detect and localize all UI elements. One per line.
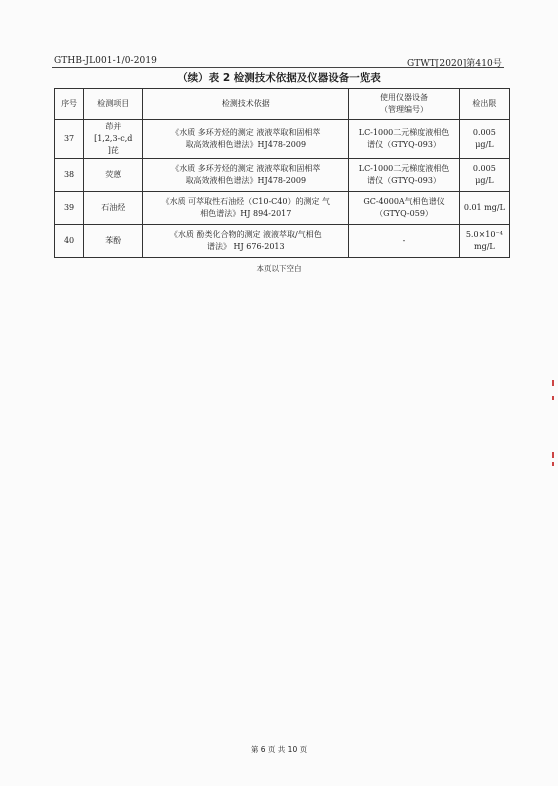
row-instrument: - — [349, 225, 459, 258]
header-rule — [52, 67, 504, 68]
header-left-code: GTHB-JL001-1/0-2019 — [54, 56, 157, 66]
binding-mark — [552, 462, 554, 466]
row-basis: 《水质 可萃取性石油烃（C10-C40）的测定 气 相色谱法》HJ 894-2017 — [143, 192, 349, 225]
page-number: 第 6 页 共 10 页 — [250, 745, 308, 754]
col-header-limit: 检出限 — [459, 89, 509, 120]
col-header-basis: 检测技术依据 — [143, 89, 349, 120]
row-limit: 0.005 μg/L — [459, 120, 509, 159]
binding-mark — [552, 452, 554, 458]
row-no: 38 — [55, 159, 84, 192]
row-limit: 5.0×10⁻⁴ mg/L — [459, 225, 509, 258]
row-basis: 《水质 酚类化合物的测定 液液萃取/气相色 谱法》 HJ 676-2013 — [143, 225, 349, 258]
row-item: 荧蒽 — [84, 159, 143, 192]
row-basis: 《水质 多环芳烃的测定 液液萃取和固相萃 取高效液相色谱法》HJ478-2009 — [143, 159, 349, 192]
row-instrument: GC-4000A气相色谱仪 （GTYQ-059） — [349, 192, 459, 225]
table-header-row — [55, 89, 510, 120]
row-instrument: LC-1000二元梯度液相色 谱仪（GTYQ-093） — [349, 120, 459, 159]
row-item: 茚并 [1,2,3-c,d ]芘 — [84, 120, 143, 159]
row-item: 石油烃 — [84, 192, 143, 225]
row-limit: 0.005 μg/L — [459, 159, 509, 192]
row-no: 39 — [55, 192, 84, 225]
row-no: 37 — [55, 120, 84, 159]
row-item: 苯酚 — [84, 225, 143, 258]
detection-basis-table — [54, 88, 510, 258]
table-row — [55, 120, 510, 159]
col-header-instrument: 使用仪器设备 （管理编号） — [349, 89, 459, 120]
table-row — [55, 159, 510, 192]
table-title: （续）表 2 检测技术依据及仪器设备一览表 — [177, 72, 381, 84]
row-no: 40 — [55, 225, 84, 258]
table-row — [55, 192, 510, 225]
binding-mark — [552, 380, 554, 386]
row-limit: 0.01 mg/L — [459, 192, 509, 225]
col-header-no: 序号 — [55, 89, 84, 120]
header-right-code: GTWT[2020]第410号 — [406, 59, 502, 69]
row-basis: 《水质 多环芳烃的测定 液液萃取和固相萃 取高效液相色谱法》HJ478-2009 — [143, 120, 349, 159]
row-instrument: LC-1000二元梯度液相色 谱仪（GTYQ-093） — [349, 159, 459, 192]
blank-below-note: 本页以下空白 — [256, 264, 302, 273]
col-header-item: 检测项目 — [84, 89, 143, 120]
binding-mark — [552, 396, 554, 400]
table-row — [55, 225, 510, 258]
